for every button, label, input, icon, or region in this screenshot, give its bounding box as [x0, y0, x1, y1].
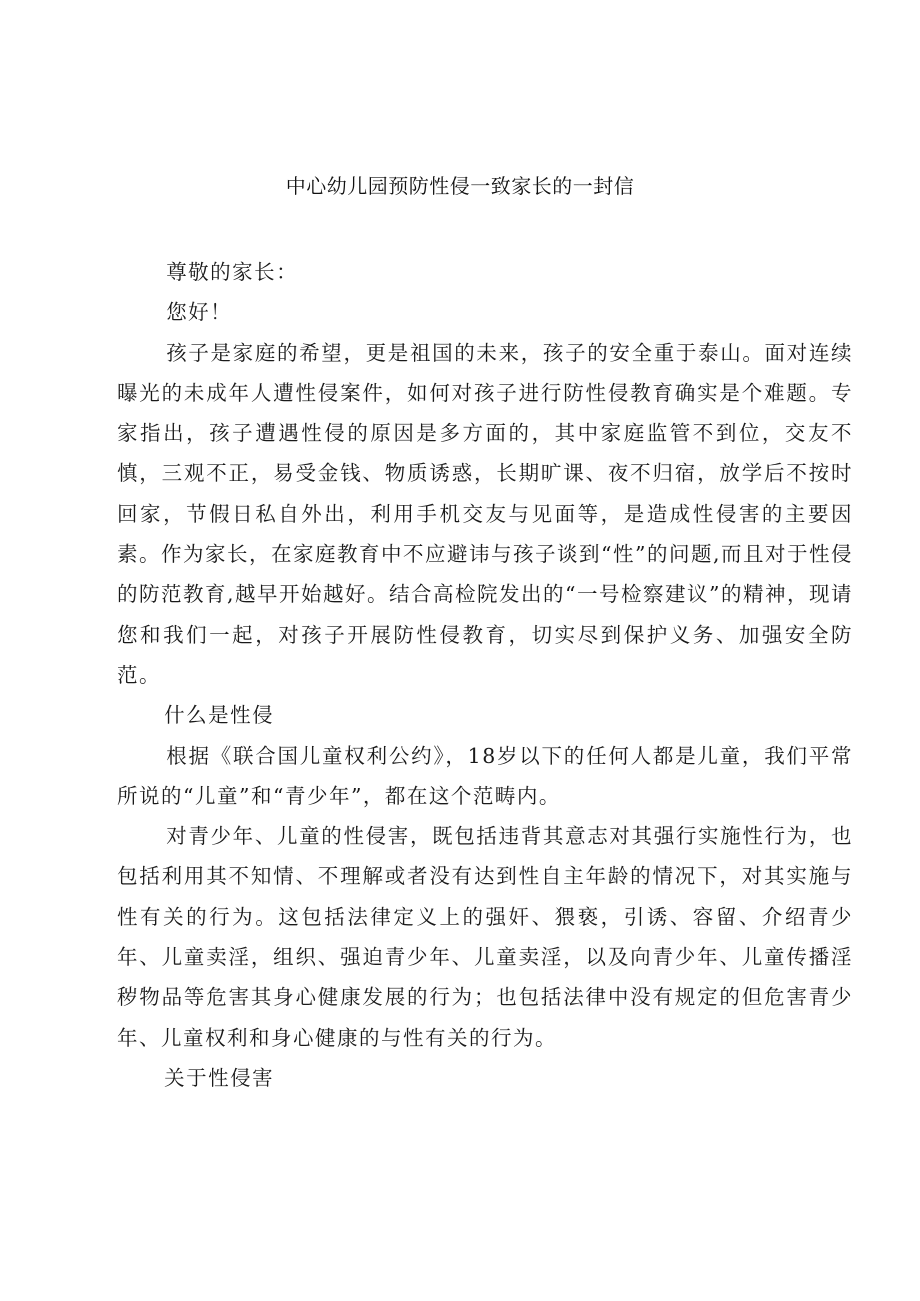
greeting: 您好！	[166, 300, 233, 325]
scope-paragraph: 对青少年、儿童的性侵害，既包括违背其意志对其强行实施性行为，也包括利用其不知情、不理解或者没有达到性自主年龄的情况下，对其实施与性有关的行为。这包括法律定义上的强奸、猥亵，引诱、容留、介绍青少年、儿童卖淫，组织、强迫青少年、儿童卖淫，以及向青少年、儿童传播淫秽物品等危害其身心健康发展的行为；也包括法律中没有规定的但危害青少年、儿童权利和身心健康的与性有关的行为。	[117, 824, 853, 1050]
intro-paragraph: 孩子是家庭的希望，更是祖国的未来，孩子的安全重于泰山。面对连续曝光的未成年人遭性侵案件，如何对孩子进行防性侵教育确实是个难题。专家指出，孩子遭遇性侵的原因是多方面的，其中家庭监管不到位，交友不慎，三观不正，易受金钱、物质诱惑，长期旷课、夜不归宿，放学后不按时回家，节假日私自外出，利用手机交友与见面等，是造成性侵害的主要因素。作为家长，在家庭教育中不应避讳与孩子谈到“性”的问题,而且对于性侵的防范教育,越早开始越好。结合高检院发出的“一号检察建议”的精神，现请您和我们一起，对孩子开展防性侵教育，切实尽到保护义务、加强安全防范。	[117, 340, 853, 687]
definition-paragraph: 根据《联合国儿童权利公约》，18岁以下的任何人都是儿童，我们平常所说的“儿童”和“青少年”，都在这个范畴内。	[117, 743, 853, 808]
document-title: 中心幼儿园预防性侵一致家长的一封信	[285, 174, 635, 198]
salutation: 尊敬的家长：	[166, 260, 299, 284]
letter-body	[117, 252, 853, 1098]
section-heading-about: 关于性侵害	[164, 1065, 275, 1090]
section-heading-what-is: 什么是性侵	[164, 703, 275, 728]
